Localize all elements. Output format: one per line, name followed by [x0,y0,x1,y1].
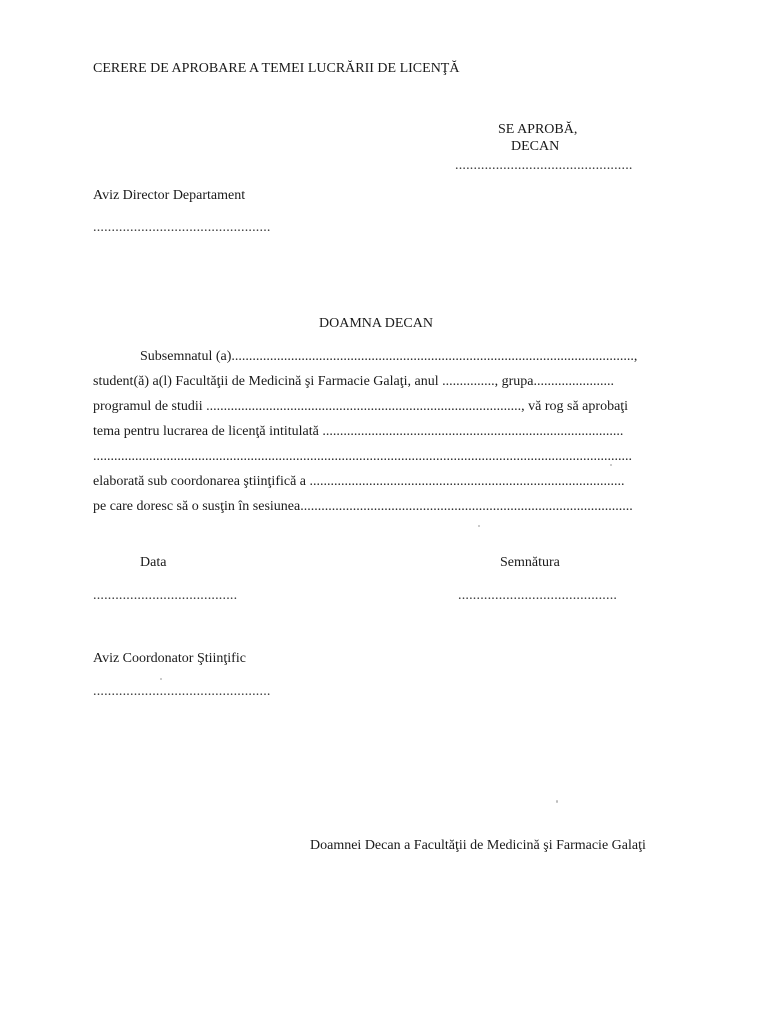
scan-speck [160,678,162,680]
footer-addressee: Doamnei Decan a Facultăţii de Medicină şi Farmacie Galaţi [310,838,646,853]
coordinator-signature-line: ................................................ [93,684,271,699]
scan-speck [610,464,612,466]
signature-line: ........................................... [458,588,618,603]
approval-dean-label: DECAN [511,139,560,154]
body-line-student: student(ă) a(l) Facultăţii de Medicină şi Farmacie Galaţi, anul ..............., grupa....................... [93,374,614,389]
document-title: CERERE DE APROBARE A TEMEI LUCRĂRII DE LICENŢĂ [93,61,460,76]
approval-heading: SE APROBĂ, [498,122,578,137]
department-signature-line: ................................................ [93,220,271,235]
coordinator-approval-label: Aviz Coordonator Ştiinţific [93,651,246,666]
body-line-thesis-title: tema pentru lucrarea de licenţă intitulată ...................................................................................... [93,424,624,439]
body-line-title-continued: .......................................................................................................................................................... [93,449,632,464]
body-line-session: pe care doresc să o susţin în sesiunea............................................................................................... [93,499,633,514]
body-line-program: programul de studii .........................................................................................., vă rog să aprobaţi [93,399,629,414]
scan-speck [478,525,480,527]
salutation: DOAMNA DECAN [319,316,433,331]
signature-label: Semnătura [500,555,560,570]
scan-speck [556,800,558,803]
dean-signature-line: ................................................ [455,158,633,173]
body-line-name: Subsemnatul (a)..................................................................................................................., [140,349,638,364]
date-line: ....................................... [93,588,238,603]
date-label: Data [140,555,167,570]
department-approval-label: Aviz Director Departament [93,188,246,203]
body-line-coordinator: elaborată sub coordonarea ştiinţifică a .......................................................................................... [93,474,625,489]
